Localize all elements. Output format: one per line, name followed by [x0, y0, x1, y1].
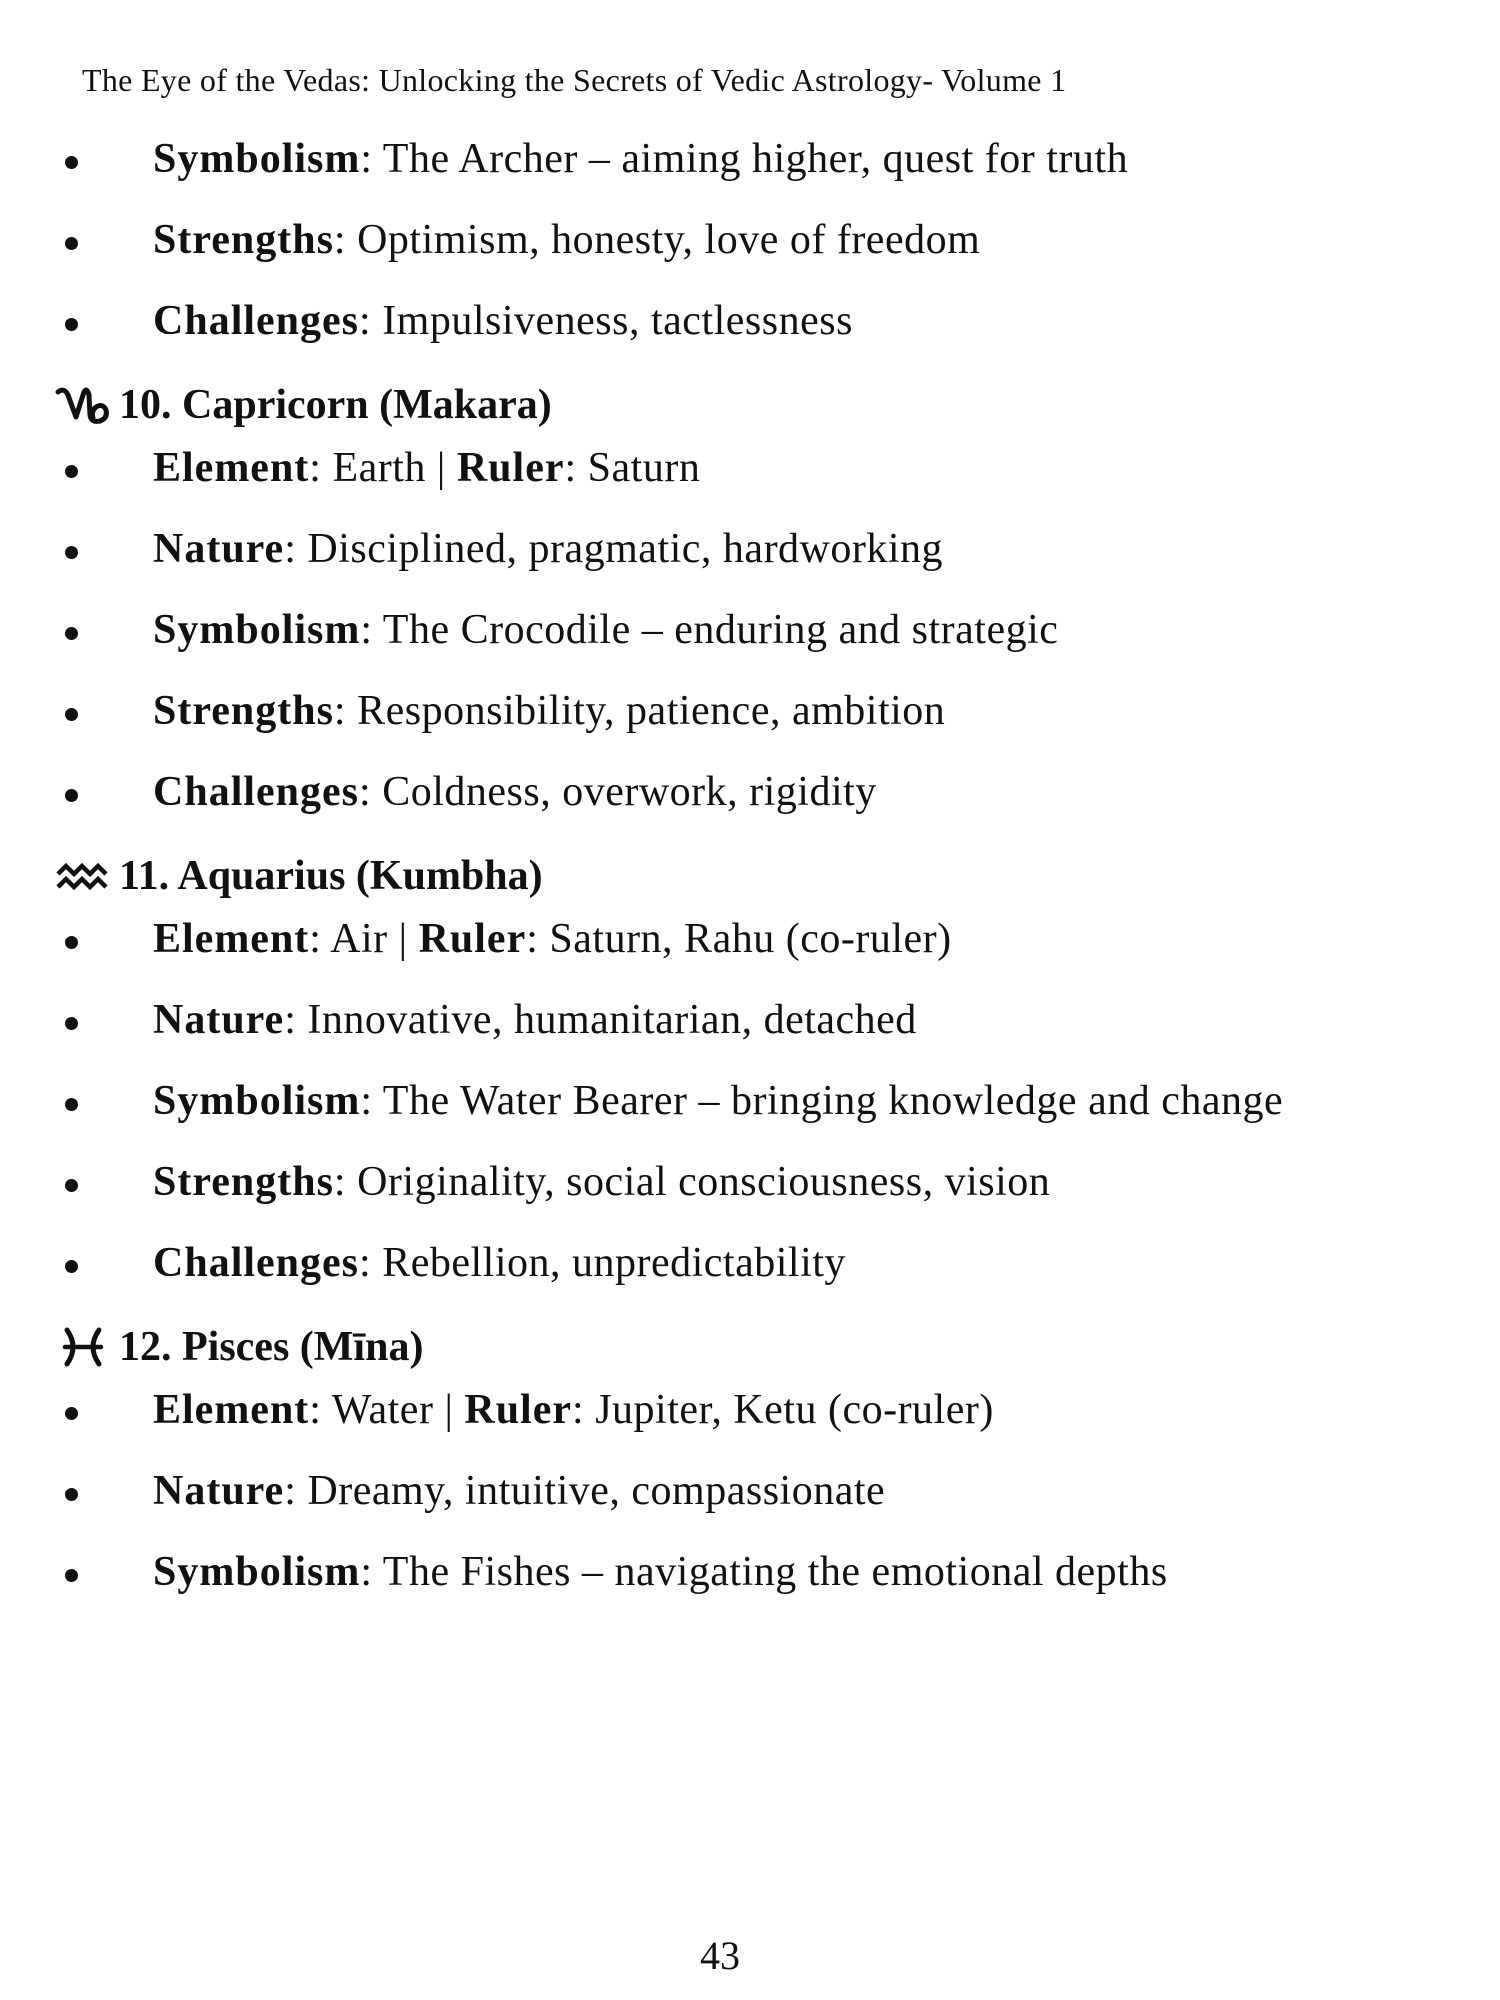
list-item-challenges: Challenges: Coldness, overwork, rigidity: [55, 765, 1380, 820]
bullet-icon: [65, 546, 78, 559]
attr-label: Symbolism: [153, 607, 361, 653]
attr-value: Saturn, Rahu (co-ruler): [549, 916, 952, 962]
attr-value: Saturn: [587, 445, 701, 491]
list-item-strengths: Strengths: Originality, social consciousness, vision: [55, 1155, 1380, 1210]
section-title: 10. Capricorn (Makara): [119, 382, 552, 428]
pisces-icon: [55, 1327, 111, 1367]
list-item-symbolism: Symbolism: The Crocodile – enduring and strategic: [55, 603, 1380, 658]
attr-label: Symbolism: [153, 1549, 361, 1595]
section-title: 12. Pisces (Mīna): [119, 1324, 424, 1370]
list-item-element-ruler: Element: Earth | Ruler: Saturn: [55, 441, 1380, 496]
attr-label: Element: [153, 445, 310, 491]
list-item-symbolism: Symbolism: The Fishes – navigating the emotional depths: [55, 1545, 1380, 1600]
attr-label: Nature: [153, 526, 285, 572]
bullet-icon: [65, 318, 78, 331]
attr-label: Challenges: [153, 1240, 360, 1286]
attr-label: Symbolism: [153, 136, 361, 182]
attr-label: Strengths: [153, 1159, 334, 1205]
attr-value: Water: [331, 1387, 434, 1433]
attr-value: Responsibility, patience, ambition: [357, 688, 946, 734]
attr-label: Strengths: [153, 217, 334, 263]
attr-value: Innovative, humanitarian, detached: [307, 997, 917, 1043]
attr-value: Impulsiveness, tactlessness: [382, 298, 853, 344]
attr-value: Rebellion, unpredictability: [382, 1240, 846, 1286]
aquarius-icon: [55, 860, 111, 892]
attr-label: Ruler: [464, 1387, 573, 1433]
bullet-icon: [65, 156, 78, 169]
capricorn-icon: [55, 385, 111, 425]
attr-value: The Water Bearer – bringing knowledge and change: [382, 1078, 1284, 1124]
list-item-nature: Nature: Disciplined, pragmatic, hardworking: [55, 522, 1380, 577]
pisces-heading: [55, 1317, 1380, 1377]
attr-value: The Crocodile – enduring and strategic: [382, 607, 1059, 653]
list-item-nature: Nature: Innovative, humanitarian, detached: [55, 993, 1380, 1048]
attr-value: Dreamy, intuitive, compassionate: [307, 1468, 886, 1514]
bullet-icon: [65, 1407, 78, 1420]
attr-label: Element: [153, 1387, 310, 1433]
attr-label: Ruler: [456, 445, 565, 491]
bullet-icon: [65, 465, 78, 478]
list-item-symbolism: Symbolism: The Archer – aiming higher, quest for truth: [55, 132, 1380, 187]
list-item-strengths: Strengths: Responsibility, patience, ambition: [55, 684, 1380, 739]
attr-value: The Archer – aiming higher, quest for truth: [382, 136, 1129, 182]
bullet-icon: [65, 1569, 78, 1582]
sagittarius-continued-list: [55, 132, 1380, 349]
bullet-icon: [65, 1179, 78, 1192]
bullet-icon: [65, 1098, 78, 1111]
attr-value: The Fishes – navigating the emotional depths: [382, 1549, 1168, 1595]
attr-label: Challenges: [153, 298, 360, 344]
list-item-element-ruler: Element: Water | Ruler: Jupiter, Ketu (co-ruler): [55, 1383, 1380, 1438]
attr-value: Originality, social consciousness, vision: [357, 1159, 1051, 1205]
attr-label: Nature: [153, 997, 285, 1043]
page-number: 43: [700, 1933, 740, 1978]
bullet-icon: [65, 1488, 78, 1501]
aquarius-heading: [55, 846, 1380, 906]
attr-label: Strengths: [153, 688, 334, 734]
bullet-icon: [65, 1260, 78, 1273]
running-header: The Eye of the Vedas: Unlocking the Secrets of Vedic Astrology- Volume 1: [82, 62, 1067, 98]
attr-value: Coldness, overwork, rigidity: [382, 769, 877, 815]
bullet-icon: [65, 627, 78, 640]
pisces-list: [55, 1383, 1380, 1600]
list-item-symbolism: Symbolism: The Water Bearer – bringing knowledge and change: [55, 1074, 1380, 1129]
capricorn-heading: [55, 375, 1380, 435]
section-title: 11. Aquarius (Kumbha): [119, 853, 543, 899]
capricorn-list: [55, 441, 1380, 820]
list-item-strengths: Strengths: Optimism, honesty, love of freedom: [55, 213, 1380, 268]
bullet-icon: [65, 1017, 78, 1030]
list-item-element-ruler: Element: Air | Ruler: Saturn, Rahu (co-ruler): [55, 912, 1380, 967]
attr-value: Jupiter, Ketu (co-ruler): [595, 1387, 994, 1433]
attr-label: Symbolism: [153, 1078, 361, 1124]
attr-value: Optimism, honesty, love of freedom: [357, 217, 981, 263]
attr-value: Disciplined, pragmatic, hardworking: [307, 526, 944, 572]
list-item-challenges: Challenges: Impulsiveness, tactlessness: [55, 294, 1380, 349]
list-item-challenges: Challenges: Rebellion, unpredictability: [55, 1236, 1380, 1291]
page-content: [55, 132, 1380, 1626]
bullet-icon: [65, 936, 78, 949]
attr-label: Element: [153, 916, 310, 962]
attr-label: Ruler: [418, 916, 527, 962]
attr-label: Challenges: [153, 769, 360, 815]
bullet-icon: [65, 789, 78, 802]
attr-value: Earth: [332, 445, 426, 491]
attr-label: Nature: [153, 1468, 285, 1514]
attr-value: Air: [330, 916, 388, 962]
bullet-icon: [65, 708, 78, 721]
list-item-nature: Nature: Dreamy, intuitive, compassionate: [55, 1464, 1380, 1519]
aquarius-list: [55, 912, 1380, 1291]
bullet-icon: [65, 237, 78, 250]
